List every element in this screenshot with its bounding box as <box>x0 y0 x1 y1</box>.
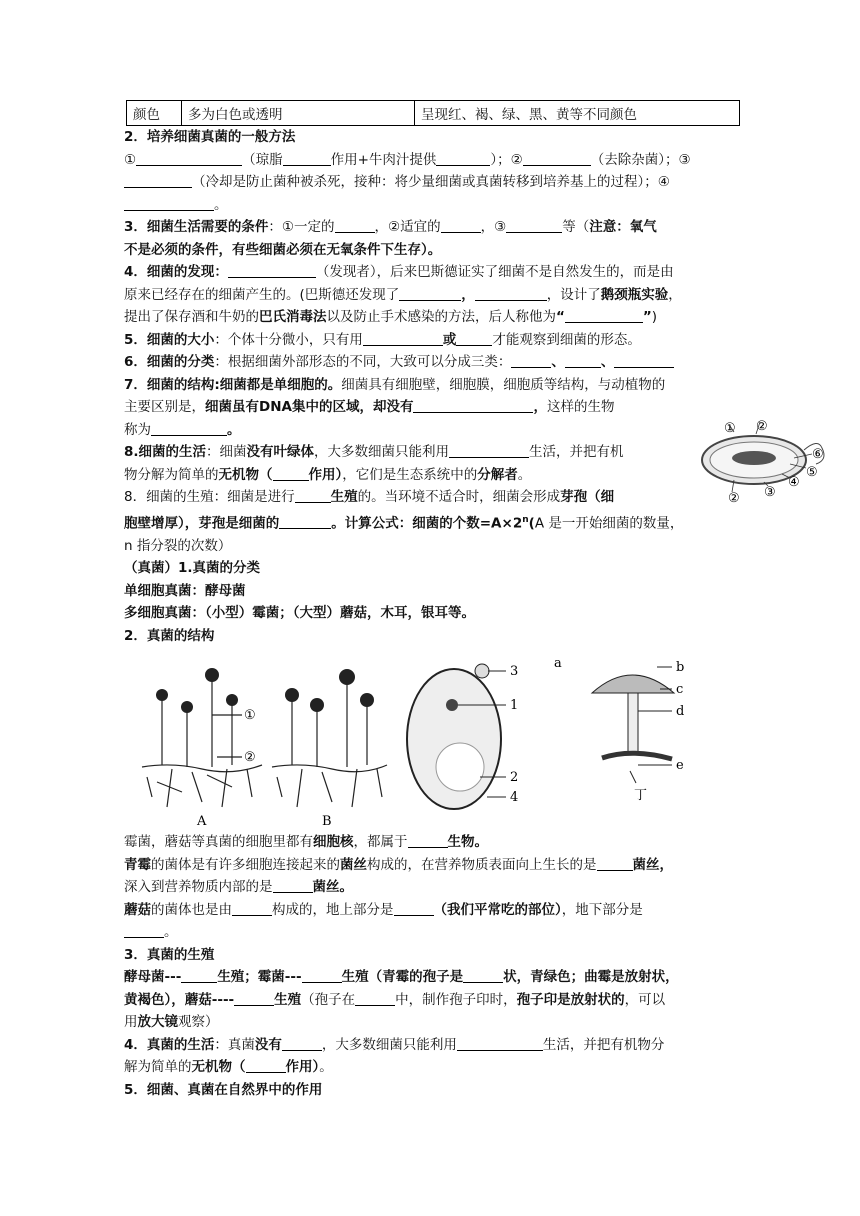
bacterium-label-4: ④ <box>788 475 800 490</box>
label-a: A <box>197 814 207 829</box>
label-d: d <box>676 704 685 719</box>
label-b: b <box>676 660 685 675</box>
label-1: ① <box>244 708 256 723</box>
bacterium-diagram <box>694 420 830 504</box>
text-line: 黄褐色），蘑菇---- 生殖（孢子在 中，制作孢子印时，孢子印是放射状的，可以 <box>124 991 666 1008</box>
table-cell-bacteria: 多为白色或透明 <box>182 101 415 126</box>
text-line: 5．细菌的大小：个体十分微小，只有用 或 才能观察到细菌的形态。 <box>124 331 641 348</box>
text-line: 原来已经存在的细菌产生的。(巴斯德还发现了 ， ，设计了鹅颈瓶实验， <box>124 286 682 303</box>
section-title: 2．培养细菌真菌的一般方法 <box>124 129 296 145</box>
bacterium-label-2b: ② <box>728 491 740 504</box>
label-2: ② <box>244 750 256 765</box>
table-cell-header: 颜色 <box>127 101 182 126</box>
mushroom-diagram <box>552 653 702 803</box>
text-line: 8.细菌的生活：细菌没有叶绿体，大多数细菌只能利用 生活，并把有机 <box>124 444 624 460</box>
label-a: a <box>554 656 562 671</box>
text-line: 。 <box>124 921 740 944</box>
label-c: c <box>676 682 684 697</box>
text-line: 主要区别是，细菌虽有DNA集中的区域，却没有 ，这样的生物 <box>124 399 615 415</box>
text-line: 蘑菇的菌体也是由 构成的，地上部分是 （我们平常吃的部位），地下部分是 <box>124 901 643 918</box>
text-line: 深入到营养物质内部的是 菌丝。 <box>124 879 353 895</box>
text-line: 6．细菌的分类：根据细菌外部形态的不同，大致可以分成三类： 、 、 <box>124 351 740 374</box>
text-line: 7．细菌的结构:细菌都是单细胞的。细菌具有细胞壁，细胞膜，细胞质等结构，与动植物的 <box>124 376 666 393</box>
bacterium-label-2: ② <box>756 420 768 434</box>
label-2: 2 <box>510 770 519 785</box>
text-line: 多细胞真菌：（小型）霉菌；（大型）蘑菇，木耳，银耳等。 <box>124 605 475 621</box>
text-line: 不是必须的条件，有些细菌必须在无氧条件下生存）。 <box>124 241 442 258</box>
text-line: 8．细菌的生殖：细菌是进行 生殖的。当环境不适合时，细菌会形成芽孢（细 <box>124 489 615 505</box>
label-ding: 丁 <box>634 788 648 803</box>
text-line: 4．真菌的生活：真菌没有 ，大多数细菌只能利用 生活，并把有机物分 <box>124 1036 665 1053</box>
mold-diagram <box>132 657 392 829</box>
text-line: 用放大镜观察） <box>124 1014 219 1030</box>
label-e: e <box>676 758 684 773</box>
label-3: 3 <box>510 664 519 679</box>
text-line: ① （琼脂 作用+牛肉汁提供 ）；② （去除杂菌）；③ <box>124 151 691 168</box>
text-line: 单细胞真菌：酵母菌 <box>124 582 246 599</box>
text-line: 称为 。 <box>124 421 241 438</box>
section-title: 5．细菌、真菌在自然界中的作用 <box>124 1081 323 1098</box>
text-line: 胞壁增厚），芽孢是细菌的 。计算公式：细菌的个数$=A\times 2^n(A$ 是一开始细菌的数量， <box>124 514 684 531</box>
label-4: 4 <box>510 790 519 805</box>
bacterium-label-1: ① <box>724 421 736 436</box>
text-line: 提出了保存酒和牛奶的巴氏消毒法以及防止手术感染的方法，后人称他为“ ”) <box>124 309 658 325</box>
color-table <box>126 100 740 126</box>
worksheet <box>124 100 740 1101</box>
text-line: 4．细菌的发现： （发现者），后来巴斯德证实了细菌不是自然发生的，而是由 <box>124 264 674 280</box>
table-row <box>127 101 740 126</box>
text-line: 。 <box>124 194 740 217</box>
fungi-figures <box>124 653 740 831</box>
text-line: 3．细菌生活需要的条件：①一定的 ，②适宜的 ，③ 等（注意：氧气 <box>124 219 657 235</box>
table-cell-fungi: 呈现红、褐、绿、黑、黄等不同颜色 <box>415 101 740 126</box>
section-title: 2．真菌的结构 <box>124 627 215 644</box>
bacterium-label-3: ③ <box>764 485 776 500</box>
text-line: 青霉的菌体是有许多细胞连接起来的菌丝构成的，在营养物质表面向上生长的是 菌丝， <box>124 856 673 873</box>
bacterium-label-5: ⑤ <box>806 465 818 480</box>
section-title: 3．真菌的生殖 <box>124 946 215 963</box>
section-title: （真菌）1.真菌的分类 <box>124 560 261 576</box>
text-line: 霉菌，蘑菇等真菌的细胞里都有细胞核，都属于 生物。 <box>124 834 488 850</box>
label-b: B <box>322 814 332 829</box>
text-line: 酵母菌--- 生殖；霉菌--- 生殖（青霉的孢子是 状，青绿色；曲霉是放射状， <box>124 969 679 985</box>
text-line: 物分解为简单的无机物（ 作用），它们是生态系统中的分解者。 <box>124 466 532 483</box>
bacterium-label-6: ⑥ <box>812 447 824 462</box>
label-1: 1 <box>510 698 519 713</box>
text-line: 解为简单的无机物（ 作用）。 <box>124 1059 333 1075</box>
text-line: （冷却是防止菌种被杀死，接种：将少量细菌或真菌转移到培养基上的过程）；④ <box>124 171 740 194</box>
yeast-diagram <box>402 657 532 827</box>
text-line: n 指分裂的次数） <box>124 537 232 554</box>
